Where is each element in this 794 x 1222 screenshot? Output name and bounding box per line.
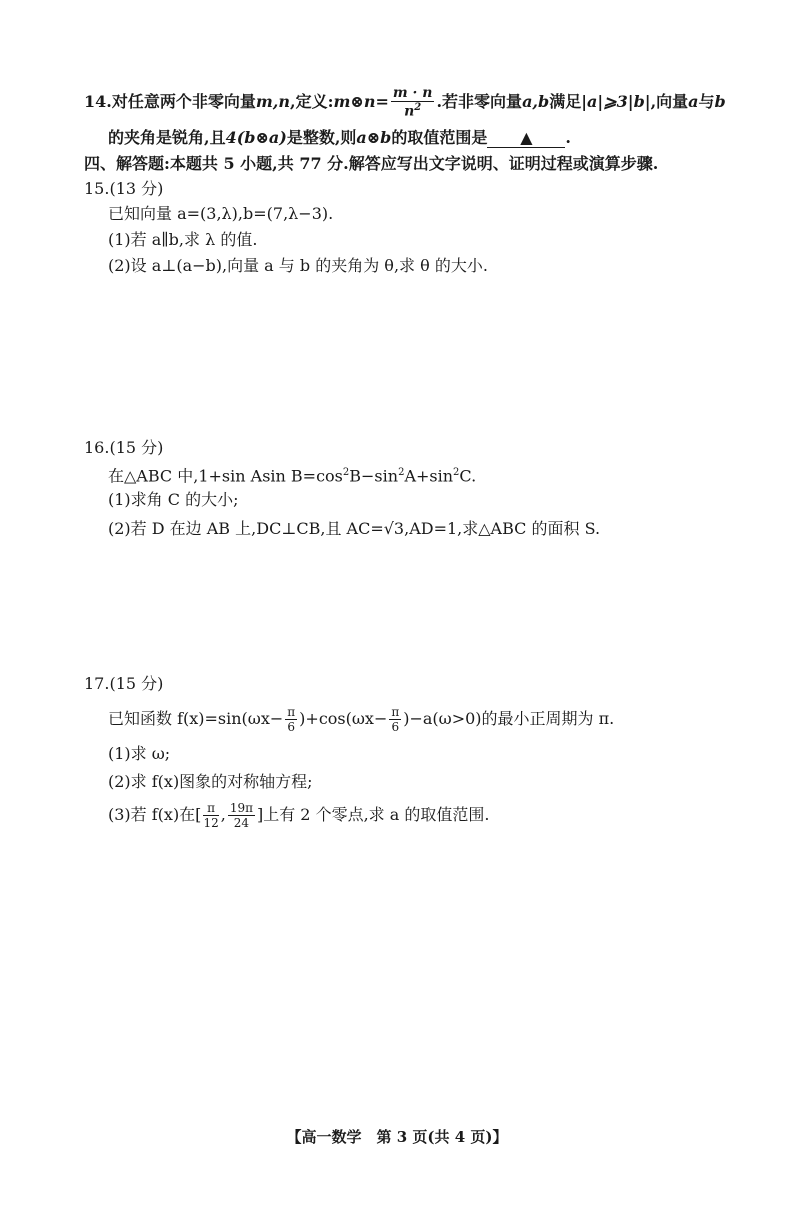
- question-16-part-2: (2)若 D 在边 AB 上,DC⊥CB,且 AC=√3,AD=1,求△ABC 的面积 S.: [108, 519, 601, 538]
- q17-part3-text: (3)若 f(x)在[: [108, 805, 202, 824]
- fraction-numerator: π: [287, 705, 296, 719]
- question-15-stem: 已知向量 a=(3,λ),b=(7,λ−3).: [108, 204, 334, 223]
- q14-vectors-ab: a,b: [522, 91, 550, 111]
- q16-stem-part: C.: [459, 466, 477, 486]
- den-n: n: [404, 103, 415, 120]
- q17-stem-part: )−a(ω>0)的最小正周期为 π.: [403, 709, 615, 728]
- question-17-part-1: (1)求 ω;: [108, 744, 171, 763]
- fraction-numerator: m · n: [392, 85, 433, 101]
- q14-vectors-mn: m,n: [255, 91, 290, 111]
- fraction-pi-over-6: [285, 706, 297, 733]
- fraction-denominator: [391, 102, 435, 119]
- q14-expression: 4(b⊗a): [225, 128, 287, 147]
- answer-marker-icon: ▲: [520, 128, 533, 147]
- question-15-part-2: (2)设 a⊥(a−b),向量 a 与 b 的夹角为 θ,求 θ 的大小.: [108, 256, 488, 275]
- q14-text: ,定义:: [290, 91, 334, 111]
- fraction-denominator: 12: [203, 816, 219, 830]
- exponent: 2: [398, 467, 405, 478]
- q14-vector-a: a: [688, 91, 699, 111]
- question-14-line-1: [84, 86, 726, 119]
- question-14-line-2: [108, 126, 571, 150]
- section-4-heading: 四、解答题:本题共 5 小题,共 77 分.解答应写出文字说明、证明过程或演算步骤.: [84, 154, 659, 173]
- den-exponent: 2: [414, 102, 422, 113]
- q14-fraction: [391, 86, 435, 119]
- page-footer: 【高一数学 第 3 页(共 4 页)】: [286, 1128, 508, 1146]
- question-16-header: 16.(15 分): [84, 438, 164, 457]
- q14-text: ,向量: [650, 91, 689, 111]
- q14-vector-b: b: [714, 91, 726, 111]
- question-17-part-3: [108, 802, 489, 829]
- q14-end: .: [565, 128, 571, 147]
- q16-stem-part: B−sin: [349, 466, 399, 486]
- q16-stem-part: 在△ABC 中,1+sin Asin B=cos: [108, 466, 343, 486]
- fraction-pi-over-6: [389, 706, 401, 733]
- question-16-stem: [108, 461, 476, 488]
- q16-stem-part: A+sin: [404, 466, 454, 486]
- q14-condition: |a|⩾3|b|: [581, 91, 651, 111]
- q14-aob: a⊗b: [356, 128, 392, 147]
- answer-blank: [487, 129, 565, 148]
- exponent: 2: [453, 467, 460, 478]
- q14-text: 是整数,则: [286, 128, 357, 147]
- q14-text: 的取值范围是: [391, 128, 488, 147]
- question-16-part-1: (1)求角 C 的大小;: [108, 490, 239, 509]
- q14-text: 与: [698, 91, 715, 111]
- q14-text: 的夹角是锐角,且: [108, 128, 226, 147]
- question-17-part-2: (2)求 f(x)图象的对称轴方程;: [108, 772, 313, 791]
- fraction-19pi-over-24: [228, 802, 255, 829]
- fraction-pi-over-12: [203, 802, 218, 829]
- question-17-header: 17.(15 分): [84, 674, 164, 693]
- q17-stem-part: 已知函数 f(x)=sin(ωx−: [108, 709, 284, 728]
- fraction-numerator: 19π: [229, 801, 253, 815]
- q17-part3-text: ,: [220, 805, 226, 824]
- question-15-part-1: (1)若 a∥b,求 λ 的值.: [108, 230, 258, 249]
- q14-definition: m⊗n=: [333, 91, 389, 111]
- q17-stem-part: )+cos(ωx−: [299, 709, 388, 728]
- question-17-stem: [108, 706, 614, 733]
- fraction-denominator: 6: [391, 720, 400, 734]
- q17-part3-text: ]上有 2 个零点,求 a 的取值范围.: [256, 805, 490, 824]
- question-14-number: 14.: [84, 91, 112, 111]
- fraction-numerator: π: [391, 705, 400, 719]
- fraction-denominator: 24: [233, 816, 250, 830]
- question-15-header: 15.(13 分): [84, 179, 164, 198]
- fraction-denominator: 6: [287, 720, 296, 734]
- q14-text: .若非零向量: [436, 91, 523, 111]
- q14-text: 满足: [549, 91, 582, 111]
- q14-text: 对任意两个非零向量: [111, 91, 256, 111]
- exponent: 2: [342, 467, 350, 478]
- fraction-numerator: π: [203, 802, 218, 816]
